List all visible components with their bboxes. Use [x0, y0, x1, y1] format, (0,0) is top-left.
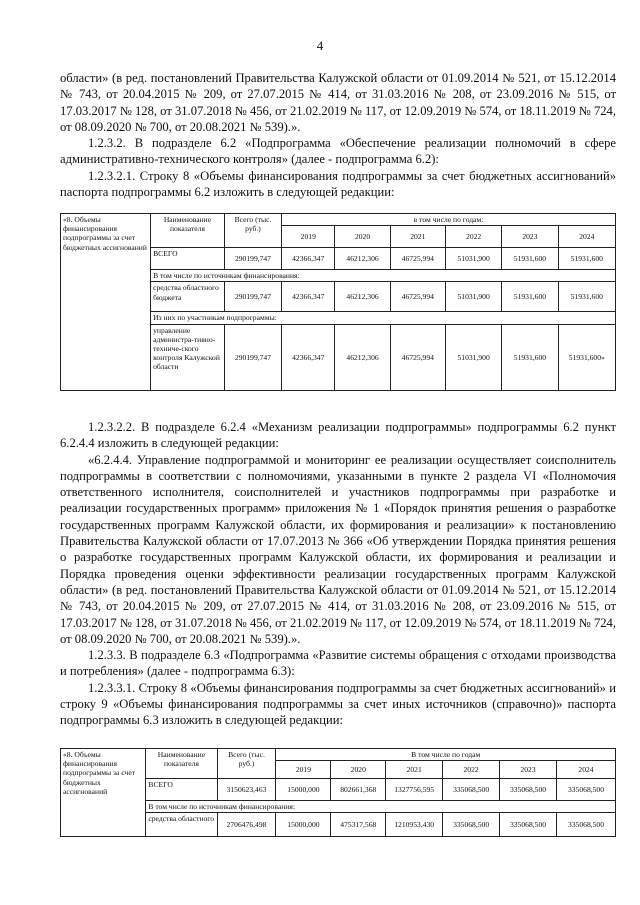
- cell: 290199,747: [224, 282, 281, 312]
- header-years: в том числе по годам:: [282, 214, 616, 226]
- header-total: Всего (тыс. руб.): [217, 749, 276, 779]
- cell: 335068,500: [500, 779, 557, 801]
- paragraph: 1.2.3.3. В подразделе 6.3 «Подпрограмма «Развитие системы обращения с отходами производства и потребления» (далее - подпрограмма 6.3):: [60, 648, 616, 679]
- year-header: 2024: [558, 226, 615, 248]
- row-name: ВСЕГО: [151, 248, 225, 270]
- sources-header: В том числе по источникам финансирования:: [146, 801, 616, 813]
- cell: 46212,306: [335, 282, 390, 312]
- cell: 335068,500: [443, 813, 500, 837]
- cell: 46725,994: [390, 282, 445, 312]
- year-header: 2023: [500, 761, 557, 779]
- row-name: ВСЕГО: [146, 779, 217, 801]
- cell: 802661,368: [331, 779, 386, 801]
- row-name: средства областного бюджета: [151, 282, 225, 312]
- paragraph: 1.2.3.2.2. В подразделе 6.2.4 «Механизм реализации подпрограммы» подпрограммы 6.2 пункт 6.2.4.4 изложить в следующей редакции:: [60, 420, 616, 451]
- cell: 42366,347: [282, 248, 335, 270]
- cell: 51931,600: [502, 282, 558, 312]
- cell: 335068,500: [443, 779, 500, 801]
- header-name: Наименование показателя: [151, 214, 225, 248]
- header-name: Наименование показателя: [146, 749, 217, 779]
- cell: 42366,347: [282, 324, 335, 390]
- year-header: 2020: [331, 761, 386, 779]
- cell: 42366,347: [282, 282, 335, 312]
- page-number: 4: [316, 38, 324, 53]
- table-row-label: «8. Объемы финансирования подпрограммы за счет бюджетных ассигнований: [61, 749, 146, 837]
- table-row-label: «8. Объемы финансирования подпрограммы за счет бюджетных ассигнований: [61, 214, 151, 391]
- year-header: 2023: [502, 226, 558, 248]
- year-header: 2022: [445, 226, 501, 248]
- paragraph: 1.2.3.3.1. Строку 8 «Объемы финансирования подпрограммы за счет бюджетных ассигнований» и строку 9 «Объемы финансирования подпрограммы за счет иных источников (справочно)» паспорта подпрограммы 6.3 изложить в следующей редакции:: [60, 680, 616, 728]
- cell: 335068,500: [556, 813, 615, 837]
- cell: 51931,600: [558, 248, 615, 270]
- year-header: 2019: [282, 226, 335, 248]
- cell: 51931,600: [502, 324, 558, 390]
- body-text: [60, 419, 616, 729]
- cell: 51931,600: [558, 282, 615, 312]
- cell: 335068,500: [556, 779, 615, 801]
- cell: 3150623,463: [217, 779, 276, 801]
- cell: 2706476,498: [217, 813, 276, 837]
- cell: 51031,900: [445, 282, 501, 312]
- participants-header: Из них по участникам подпрограммы:: [151, 312, 616, 324]
- row-name: средства областного: [146, 813, 217, 837]
- paragraph: «6.2.4.4. Управление подпрограммой и мониторинг ее реализации осуществляет соисполнитель подпрограммы в соответствии с полномочиями, указанными в пункте 2 раздела VI «Полномочия ответственного исполнителя, соисполнителей и участников подпрограммы при разработке и реализации государственных программ» приложения № 1 «Порядок принятия решения о разработке государственных программ Калужской области, их формирования и реализации» к постановлению Правительства Калужской области от 17.07.2013 № 366 «Об утверждении Порядка принятия решения о разработке государственных программ Калужской области, их формирования и реализации и Порядка проведения оценки эффективности реализации государственных программ Калужской области» (в ред. постановлений Правительства Калужской области от 01.09.2014 № 521, от 15.12.2014 № 743, от 20.04.2015 № 209, от 27.07.2015 № 414, от 31.03.2016 № 208, от 23.09.2016 № 515, от 17.03.2017 № 128, от 31.07.2018 № 456, от 21.02.2019 № 117, от 12.09.2019 № 574, от 18.11.2019 № 724, от 08.09.2020 № 700, от 20.08.2021 № 539).».: [60, 452, 616, 646]
- cell: 15000,000: [276, 813, 331, 837]
- cell: 46725,994: [390, 248, 445, 270]
- header-years: В том числе по годам: [276, 749, 616, 761]
- paragraph: 1.2.3.2.1. Строку 8 «Объемы финансирования подпрограммы за счет бюджетных ассигнований» паспорта подпрограммы 6.2 изложить в следующей редакции:: [60, 168, 616, 200]
- financing-table-6-2: [60, 213, 616, 391]
- cell: 51931,600»: [558, 324, 615, 390]
- financing-table-6-3: [60, 748, 616, 837]
- cell: 290199,747: [224, 324, 281, 390]
- cell: 51031,900: [445, 324, 501, 390]
- cell: 51931,600: [502, 248, 558, 270]
- cell: 335068,500: [500, 813, 557, 837]
- year-header: 2022: [443, 761, 500, 779]
- cell: 475317,568: [331, 813, 386, 837]
- row-name: управление администра-тивно-техниче-ского контроля Калужской области: [151, 324, 225, 390]
- year-header: 2021: [390, 226, 445, 248]
- cell: 46212,306: [335, 248, 390, 270]
- year-header: 2021: [386, 761, 443, 779]
- sources-header: В том числе по источникам финансирования:: [151, 270, 616, 282]
- year-header: 2019: [276, 761, 331, 779]
- cell: 51031,900: [445, 248, 501, 270]
- cell: 46212,306: [335, 324, 390, 390]
- year-header: 2024: [556, 761, 615, 779]
- cell: 1210953,430: [386, 813, 443, 837]
- cell: 1327756,595: [386, 779, 443, 801]
- cell: 290199,747: [224, 248, 281, 270]
- header-total: Всего (тыс. руб.): [224, 214, 281, 248]
- cell: 46725,994: [390, 324, 445, 390]
- paragraph-continuation: [60, 70, 616, 200]
- paragraph: 1.2.3.2. В подразделе 6.2 «Подпрограмма «Обеспечение реализации полномочий в сфере административно-технического контроля» (далее - подпрограмма 6.2):: [60, 136, 616, 167]
- year-header: 2020: [335, 226, 390, 248]
- paragraph: области» (в ред. постановлений Правительства Калужской области от 01.09.2014 № 521, от 15.12.2014 № 743, от 20.04.2015 № 209, от 27.07.2015 № 414, от 31.03.2016 № 208, от 23.09.2016 № 515, от 17.03.2017 № 128, от 31.07.2018 № 456, от 21.02.2019 № 117, от 12.09.2019 № 574, от 18.11.2019 № 724, от 08.09.2020 № 700, от 20.08.2021 № 539).».: [60, 71, 616, 134]
- cell: 15000,000: [276, 779, 331, 801]
